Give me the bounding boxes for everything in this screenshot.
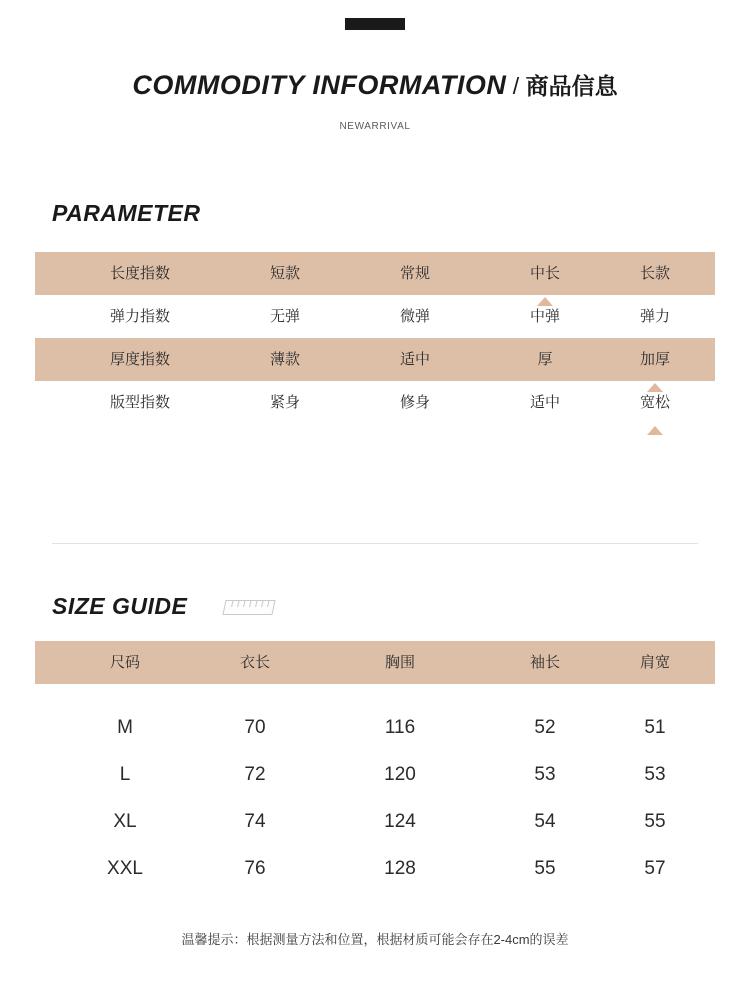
parameter-row (35, 381, 715, 424)
parameter-option: 弹力 (639, 308, 670, 325)
size-value-cell: 72 (244, 764, 266, 785)
size-value-cell: 70 (244, 717, 266, 738)
size-table-header-cell: 衣长 (239, 654, 270, 671)
parameter-row-label: 版型指数 (109, 394, 170, 411)
table-row (35, 751, 715, 798)
parameter-option: 修身 (399, 394, 430, 411)
parameter-option: 加厚 (639, 351, 670, 368)
size-value-cell: 128 (384, 858, 416, 879)
parameter-row-label: 长度指数 (109, 265, 170, 282)
parameter-option: 长款 (639, 265, 670, 282)
size-table-header-cell: 尺码 (109, 654, 140, 671)
size-value-cell: 53 (644, 764, 666, 785)
size-value-cell: 120 (384, 764, 416, 785)
parameter-option: 紧身 (269, 394, 300, 411)
page-subtitle: NEWARRIVAL (339, 121, 411, 132)
page-title-separator: / (512, 73, 520, 99)
size-label-cell: XXL (107, 858, 143, 879)
size-value-cell: 124 (384, 811, 416, 832)
parameter-option: 无弹 (269, 308, 300, 325)
section-divider (52, 543, 698, 544)
size-table-header-cell: 胸围 (384, 654, 415, 671)
parameter-option: 常规 (399, 265, 430, 282)
size-value-cell: 53 (534, 764, 556, 785)
ruler-icon (222, 600, 275, 615)
size-value-cell: 54 (534, 811, 556, 832)
parameter-option: 中长 (529, 265, 560, 282)
size-label-cell: M (117, 717, 133, 738)
size-label-cell: L (119, 764, 131, 785)
size-value-cell: 55 (644, 811, 666, 832)
table-row (35, 704, 715, 751)
page-title (0, 68, 750, 101)
parameter-marker-icon (647, 426, 663, 435)
size-value-cell: 55 (534, 858, 556, 879)
page-title-cn: 商品信息 (525, 73, 618, 99)
page-title-en: COMMODITY INFORMATION (132, 70, 507, 100)
section-title-size-guide: SIZE GUIDE (52, 593, 188, 619)
size-value-cell: 76 (244, 858, 266, 879)
parameter-option: 薄款 (269, 351, 300, 368)
section-title-parameter: PARAMETER (52, 200, 201, 226)
parameter-option: 宽松 (639, 394, 670, 411)
table-row (35, 845, 715, 892)
size-table-header-cell: 袖长 (529, 654, 560, 671)
size-value-cell: 74 (244, 811, 266, 832)
parameter-row (35, 252, 715, 295)
parameter-option: 适中 (399, 351, 430, 368)
parameter-option: 厚 (537, 351, 553, 368)
size-value-cell: 52 (534, 717, 556, 738)
size-label-cell: XL (113, 811, 137, 832)
size-table-header-row (35, 641, 715, 684)
parameter-row-label: 弹力指数 (109, 308, 170, 325)
parameter-table (35, 252, 715, 424)
top-accent-bar (345, 18, 405, 30)
parameter-row-label: 厚度指数 (109, 351, 170, 368)
parameter-option: 微弹 (399, 308, 430, 325)
size-value-cell: 116 (384, 717, 416, 738)
size-table (35, 641, 715, 892)
size-value-cell: 57 (644, 858, 666, 879)
parameter-row (35, 295, 715, 338)
size-table-spacer (35, 684, 715, 704)
parameter-option: 适中 (529, 394, 560, 411)
parameter-row (35, 338, 715, 381)
parameter-option: 中弹 (529, 308, 560, 325)
parameter-option: 短款 (269, 265, 300, 282)
size-value-cell: 51 (644, 717, 666, 738)
table-row (35, 798, 715, 845)
size-table-header-cell: 肩宽 (639, 654, 670, 671)
measurement-note: 温馨提示：根据测量方法和位置，根据材质可能会存在2-4cm的误差 (181, 932, 569, 947)
